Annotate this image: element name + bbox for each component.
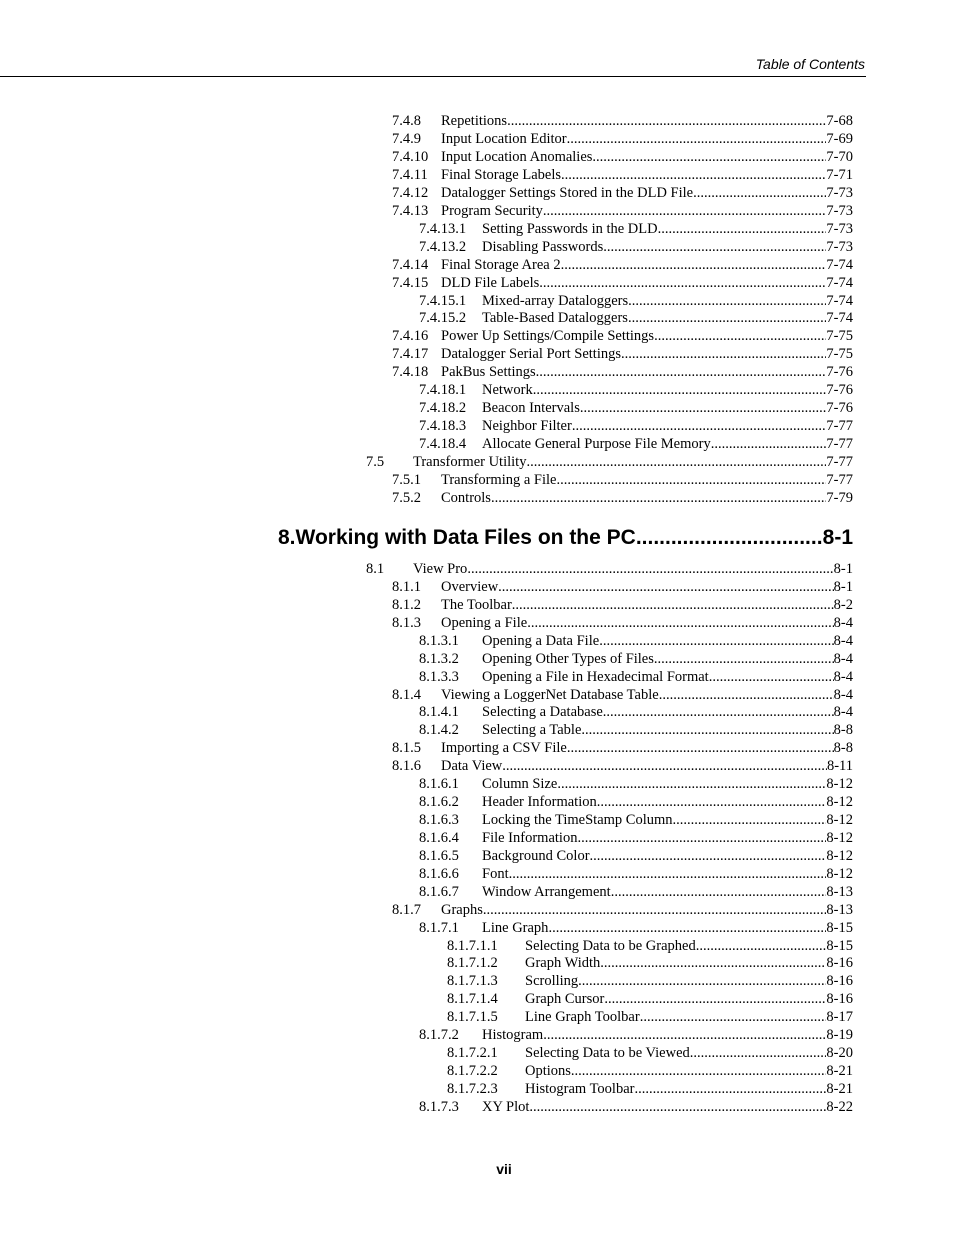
dot-leader bbox=[557, 775, 826, 793]
toc-entry-number: 7.4.13.2 bbox=[419, 238, 467, 255]
dot-leader bbox=[502, 757, 827, 775]
toc-entry-title: XY Plot bbox=[482, 1098, 530, 1115]
toc-entry-page: 8-17 bbox=[826, 1009, 853, 1026]
dot-leader bbox=[592, 148, 826, 166]
toc-entry-title: Graph Cursor bbox=[525, 991, 605, 1008]
toc-entry[interactable] bbox=[419, 238, 853, 256]
toc-entry[interactable] bbox=[392, 112, 853, 130]
chapter-title: Working with Data Files on the PC bbox=[295, 526, 636, 549]
toc-entry-page: 8-21 bbox=[826, 1063, 853, 1080]
toc-entry-number: 7.4.17 bbox=[392, 346, 429, 363]
dot-leader bbox=[658, 220, 827, 238]
toc-entry-title: Scrolling bbox=[525, 973, 579, 990]
dot-leader bbox=[578, 972, 826, 990]
toc-entry-page: 7-77 bbox=[826, 418, 853, 435]
toc-entry-number: 8.1.1 bbox=[392, 578, 421, 595]
toc-entry-page: 7-73 bbox=[826, 238, 853, 255]
toc-entry-title: Controls bbox=[441, 489, 491, 506]
toc-entry-number: 8.1.7.3 bbox=[419, 1098, 459, 1115]
dot-leader bbox=[673, 811, 827, 829]
toc-entry-page: 8-4 bbox=[833, 650, 853, 667]
toc-entry[interactable] bbox=[419, 1098, 853, 1116]
toc-entry[interactable] bbox=[366, 453, 853, 471]
toc-entry-number: 8.1.7.1.3 bbox=[447, 973, 498, 990]
toc-entry-title: File Information bbox=[482, 829, 578, 846]
toc-entry[interactable] bbox=[392, 489, 853, 507]
toc-entry-page: 8-16 bbox=[826, 955, 853, 972]
toc-entry[interactable] bbox=[419, 1026, 853, 1044]
toc-entry[interactable] bbox=[419, 721, 853, 739]
toc-entry-page: 8-1 bbox=[833, 578, 853, 595]
toc-entry-number: 7.4.10 bbox=[392, 148, 429, 165]
toc-entry-number: 7.4.13.1 bbox=[419, 220, 467, 237]
toc-entry-number: 8.1.7 bbox=[392, 901, 421, 918]
toc-entry-number: 8.1.6.5 bbox=[419, 847, 459, 864]
dot-leader bbox=[536, 363, 827, 381]
toc-entry-title: Datalogger Serial Port Settings bbox=[441, 346, 622, 363]
toc-entry-page: 8-4 bbox=[833, 686, 853, 703]
toc-entry-page: 8-19 bbox=[826, 1027, 853, 1044]
toc-entry-number: 8.1.7.1.5 bbox=[447, 1009, 498, 1026]
toc-entry-title: The Toolbar bbox=[441, 596, 512, 613]
toc-entry-page: 7-70 bbox=[826, 148, 853, 165]
dot-leader bbox=[512, 596, 834, 614]
toc-entry-title: Transformer Utility bbox=[413, 454, 527, 471]
dot-leader bbox=[529, 1098, 826, 1116]
toc-entry[interactable] bbox=[392, 148, 853, 166]
toc-entry[interactable] bbox=[392, 363, 853, 381]
toc-entry-title: Overview bbox=[441, 578, 499, 595]
dot-leader bbox=[567, 739, 834, 757]
toc-entry[interactable] bbox=[419, 775, 853, 793]
dot-leader bbox=[634, 1080, 826, 1098]
toc-entry-number: 8.1.3 bbox=[392, 614, 421, 631]
toc-entry-page: 7-75 bbox=[826, 346, 853, 363]
toc-entry-page: 8-16 bbox=[826, 973, 853, 990]
toc-entry-number: 7.4.13 bbox=[392, 202, 429, 219]
toc-entry-title: Final Storage Area 2 bbox=[441, 256, 561, 273]
toc-entry-number: 8.1.4.2 bbox=[419, 722, 459, 739]
toc-entry-number: 7.4.15.2 bbox=[419, 310, 467, 327]
toc-entry-page: 8-21 bbox=[826, 1080, 853, 1097]
toc-entry-title: Allocate General Purpose File Memory bbox=[482, 436, 711, 453]
dot-leader bbox=[543, 202, 827, 220]
toc-entry[interactable] bbox=[419, 919, 853, 937]
toc-entry[interactable] bbox=[392, 901, 853, 919]
toc-entry[interactable] bbox=[419, 292, 853, 310]
toc-entry-title: Selecting a Table bbox=[482, 722, 582, 739]
toc-entry-title: Graphs bbox=[441, 901, 483, 918]
toc-entry-title: Program Security bbox=[441, 202, 543, 219]
toc-entry-number: 8.1.4 bbox=[392, 686, 421, 703]
toc-entry-title: Disabling Passwords bbox=[482, 238, 604, 255]
dot-leader bbox=[600, 954, 826, 972]
dot-leader bbox=[611, 883, 827, 901]
toc-entry-title: View Pro bbox=[413, 561, 468, 577]
toc-entry-title: Selecting Data to be Graphed bbox=[525, 937, 696, 954]
dot-leader bbox=[539, 274, 826, 292]
toc-entry-number: 7.4.14 bbox=[392, 256, 429, 273]
toc-entry-page: 7-73 bbox=[826, 202, 853, 219]
toc-entry-page: 7-74 bbox=[826, 256, 853, 273]
toc-entry[interactable] bbox=[419, 632, 853, 650]
toc-entry-page: 7-75 bbox=[826, 328, 853, 345]
toc-entry-page: 8-12 bbox=[826, 812, 853, 829]
toc-entry[interactable] bbox=[447, 1044, 853, 1062]
dot-leader bbox=[693, 184, 826, 202]
toc-entry-page: 7-76 bbox=[826, 382, 853, 399]
dot-leader bbox=[709, 668, 834, 686]
toc-entry[interactable] bbox=[392, 578, 853, 596]
toc-entry-page: 8-12 bbox=[826, 776, 853, 793]
toc-entry-page: 7-73 bbox=[826, 184, 853, 201]
toc-entry[interactable] bbox=[419, 865, 853, 883]
toc-entry-number: 8.1.2 bbox=[392, 596, 421, 613]
page-number: vii bbox=[496, 1161, 512, 1177]
toc-entry-number: 7.4.15.1 bbox=[419, 292, 467, 309]
toc-entry[interactable] bbox=[392, 614, 853, 632]
toc-entry[interactable] bbox=[392, 202, 853, 220]
toc-entry[interactable] bbox=[447, 972, 853, 990]
toc-entry-number: 8.1.6.1 bbox=[419, 776, 459, 793]
chapter-page: 8-1 bbox=[822, 526, 853, 549]
dot-leader bbox=[628, 309, 826, 327]
toc-entry[interactable] bbox=[447, 954, 853, 972]
toc-entry[interactable] bbox=[419, 811, 853, 829]
toc-entry-title: Viewing a LoggerNet Database Table bbox=[441, 686, 659, 703]
dot-leader bbox=[526, 453, 826, 471]
dot-leader bbox=[567, 130, 827, 148]
toc-entry-page: 7-77 bbox=[826, 472, 853, 488]
toc-entry-number: 8.1.6.7 bbox=[419, 883, 459, 900]
toc-entry-title: Importing a CSV File bbox=[441, 740, 567, 757]
toc-entry-title: Opening a File in Hexadecimal Format bbox=[482, 668, 709, 685]
toc-entry-page: 7-68 bbox=[826, 113, 853, 129]
toc-entry[interactable] bbox=[392, 686, 853, 704]
toc-entry-number: 7.4.18 bbox=[392, 364, 429, 381]
toc-entry-page: 7-74 bbox=[826, 274, 853, 291]
toc-entry-page: 7-77 bbox=[826, 436, 853, 453]
dot-leader bbox=[621, 345, 826, 363]
chapter-heading[interactable] bbox=[278, 524, 853, 552]
toc-entry-number: 8.1.3.3 bbox=[419, 668, 459, 685]
toc-entry-title: Input Location Anomalies bbox=[441, 148, 593, 165]
toc-entry-number: 8.1 bbox=[366, 561, 385, 577]
toc-entry-title: Datalogger Settings Stored in the DLD File bbox=[441, 184, 694, 201]
toc-entry[interactable] bbox=[419, 399, 853, 417]
toc-entry[interactable] bbox=[392, 166, 853, 184]
toc-entry-title: Opening a File bbox=[441, 614, 528, 631]
toc-entry[interactable] bbox=[419, 668, 853, 686]
dot-leader bbox=[690, 1044, 827, 1062]
toc-entry-title: Neighbor Filter bbox=[482, 418, 572, 435]
toc-entry-page: 8-16 bbox=[826, 991, 853, 1008]
toc-entry-number: 7.4.8 bbox=[392, 113, 421, 129]
toc-entry-number: 8.1.3.2 bbox=[419, 650, 459, 667]
toc-entry[interactable] bbox=[392, 327, 853, 345]
dot-leader bbox=[590, 847, 827, 865]
toc-entry-title: Header Information bbox=[482, 794, 597, 811]
toc-entry-number: 8.1.6.2 bbox=[419, 794, 459, 811]
toc-entry-page: 8-8 bbox=[833, 722, 853, 739]
toc-entry-page: 8-4 bbox=[833, 668, 853, 685]
toc-entry[interactable] bbox=[392, 757, 853, 775]
toc-entry-number: 7.4.18.3 bbox=[419, 418, 467, 435]
toc-entry-number: 8.1.7.1 bbox=[419, 919, 459, 936]
dot-leader bbox=[483, 901, 827, 919]
toc-entry-title: Graph Width bbox=[525, 955, 601, 972]
toc-entry-page: 7-76 bbox=[826, 400, 853, 417]
dot-leader bbox=[533, 381, 827, 399]
toc-entry-page: 8-12 bbox=[826, 794, 853, 811]
toc-entry-page: 8-20 bbox=[826, 1045, 853, 1062]
toc-entry[interactable] bbox=[392, 345, 853, 363]
dot-leader bbox=[597, 793, 827, 811]
running-header bbox=[0, 55, 866, 77]
toc-entry-title: Histogram Toolbar bbox=[525, 1080, 635, 1097]
toc-entry-title: Opening a Data File bbox=[482, 632, 600, 649]
toc-entry-page: 8-12 bbox=[826, 829, 853, 846]
toc-entry-number: 8.1.7.2 bbox=[419, 1027, 459, 1044]
dot-leader bbox=[628, 292, 826, 310]
toc-entry-number: 7.4.18.2 bbox=[419, 400, 467, 417]
toc-entry-page: 7-69 bbox=[826, 130, 853, 147]
toc-entry[interactable] bbox=[419, 220, 853, 238]
dot-leader bbox=[491, 489, 826, 507]
toc-entry-title: Window Arrangement bbox=[482, 883, 611, 900]
toc-entry-page: 8-8 bbox=[833, 740, 853, 757]
toc-entry-title: PakBus Settings bbox=[441, 364, 536, 381]
toc-entry-number: 7.4.18.4 bbox=[419, 436, 467, 453]
toc-entry-title: Network bbox=[482, 382, 533, 399]
dot-leader bbox=[509, 865, 827, 883]
dot-leader bbox=[604, 990, 826, 1008]
toc-entry-number: 7.4.11 bbox=[392, 166, 428, 183]
toc-entry[interactable] bbox=[419, 703, 853, 721]
toc-entry-page: 8-12 bbox=[826, 847, 853, 864]
dot-leader bbox=[561, 166, 826, 184]
toc-entry-title: Beacon Intervals bbox=[482, 400, 580, 417]
toc-entry-title: Histogram bbox=[482, 1027, 544, 1044]
toc-entry-page: 8-11 bbox=[826, 758, 853, 775]
dot-leader bbox=[581, 721, 833, 739]
toc-entry-number: 8.1.6 bbox=[392, 758, 421, 775]
toc-entry-title: Repetitions bbox=[441, 113, 508, 129]
toc-entry-page: 8-4 bbox=[833, 704, 853, 721]
dot-leader bbox=[659, 686, 834, 704]
toc-entry[interactable] bbox=[366, 560, 853, 578]
toc-entry-number: 8.1.7.2.2 bbox=[447, 1063, 498, 1080]
toc-entry-title: Selecting Data to be Viewed bbox=[525, 1045, 690, 1062]
dot-leader bbox=[640, 1008, 827, 1026]
toc-entry[interactable] bbox=[447, 1008, 853, 1026]
toc-entry-number: 8.1.7.1.2 bbox=[447, 955, 498, 972]
toc-entry[interactable] bbox=[419, 381, 853, 399]
toc-entry[interactable] bbox=[392, 596, 853, 614]
toc-entry-number: 7.5 bbox=[366, 454, 385, 471]
toc-entry-number: 7.5.2 bbox=[392, 489, 421, 506]
dot-leader bbox=[711, 435, 827, 453]
toc-entry-page: 8-15 bbox=[826, 937, 853, 954]
toc-entry-title: Column Size bbox=[482, 776, 558, 793]
toc-entry-page: 8-13 bbox=[826, 883, 853, 900]
toc-entry[interactable] bbox=[447, 990, 853, 1008]
toc-entry-page: 8-22 bbox=[826, 1098, 853, 1115]
toc-entry-title: Transforming a File bbox=[441, 472, 557, 488]
toc-entry[interactable] bbox=[419, 793, 853, 811]
toc-entry-number: 8.1.7.1.4 bbox=[447, 991, 498, 1008]
toc-entry-number: 7.5.1 bbox=[392, 472, 421, 488]
toc-entry[interactable] bbox=[419, 417, 853, 435]
toc-entry-title: Mixed-array Dataloggers bbox=[482, 292, 629, 309]
dot-leader bbox=[696, 937, 827, 955]
toc-entry-page: 7-76 bbox=[826, 364, 853, 381]
toc-entry-page: 8-1 bbox=[833, 561, 853, 577]
toc-entry-page: 8-4 bbox=[833, 614, 853, 631]
toc-entry-title: Power Up Settings/Compile Settings bbox=[441, 328, 655, 345]
toc-entry-number: 8.1.7.2.3 bbox=[447, 1080, 498, 1097]
dot-leader bbox=[571, 1062, 826, 1080]
dot-leader bbox=[654, 327, 826, 345]
dot-leader bbox=[572, 417, 827, 435]
dot-leader bbox=[603, 703, 834, 721]
toc-entry-number: 7.4.12 bbox=[392, 184, 429, 201]
toc-entry[interactable] bbox=[419, 650, 853, 668]
toc-entry-number: 8.1.4.1 bbox=[419, 704, 459, 721]
dot-leader bbox=[599, 632, 833, 650]
toc-entry-page: 7-71 bbox=[826, 166, 853, 183]
toc-entry[interactable] bbox=[419, 847, 853, 865]
toc-entry-title: DLD File Labels bbox=[441, 274, 540, 291]
dot-leader bbox=[527, 614, 833, 632]
toc-entry-number: 8.1.7.2.1 bbox=[447, 1045, 498, 1062]
toc-entry-number: 8.1.6.4 bbox=[419, 829, 459, 846]
toc-entry-page: 8-15 bbox=[826, 919, 853, 936]
dot-leader bbox=[654, 650, 834, 668]
toc-entry-page: 7-73 bbox=[826, 220, 853, 237]
toc-entry-title: Background Color bbox=[482, 847, 590, 864]
toc-entry-title: Final Storage Labels bbox=[441, 166, 562, 183]
toc-entry-number: 7.4.9 bbox=[392, 130, 421, 147]
toc-entry-title: Input Location Editor bbox=[441, 130, 567, 147]
toc-entry-page: 7-74 bbox=[826, 292, 853, 309]
toc-entry-page: 8-12 bbox=[826, 865, 853, 882]
running-header-title: Table of Contents bbox=[755, 56, 865, 72]
toc-entry[interactable] bbox=[392, 739, 853, 757]
toc-entry-number: 8.1.6.6 bbox=[419, 865, 459, 882]
toc-entry-page: 8-2 bbox=[833, 596, 853, 613]
dot-leader bbox=[556, 471, 826, 489]
toc-entry[interactable] bbox=[392, 130, 853, 148]
toc-entry[interactable] bbox=[419, 435, 853, 453]
toc-entry[interactable] bbox=[392, 256, 853, 274]
toc-entry[interactable] bbox=[392, 471, 853, 489]
toc-entry[interactable] bbox=[392, 184, 853, 202]
toc-entry-number: 7.4.15 bbox=[392, 274, 429, 291]
dot-leader bbox=[577, 829, 826, 847]
dot-leader bbox=[548, 919, 826, 937]
toc-entry[interactable] bbox=[392, 274, 853, 292]
dot-leader bbox=[507, 112, 826, 130]
toc-entry-title: Font bbox=[482, 865, 509, 882]
toc-entry[interactable] bbox=[447, 937, 853, 955]
toc-entry-title: Table-Based Dataloggers bbox=[482, 310, 628, 327]
toc-entry[interactable] bbox=[447, 1062, 853, 1080]
dot-leader bbox=[603, 238, 826, 256]
toc-entry[interactable] bbox=[419, 829, 853, 847]
toc-entry-number: 8.1.6.3 bbox=[419, 812, 459, 829]
toc-entry-title: Locking the TimeStamp Column bbox=[482, 812, 673, 829]
toc-entry-title: Data View bbox=[441, 758, 503, 775]
toc-entry-page: 7-74 bbox=[826, 310, 853, 327]
toc-entry-title: Line Graph bbox=[482, 919, 549, 936]
toc-entry[interactable] bbox=[419, 309, 853, 327]
toc-entry-number: 8.1.3.1 bbox=[419, 632, 459, 649]
toc-entry-number: 7.4.16 bbox=[392, 328, 429, 345]
toc-entry-number: 7.4.18.1 bbox=[419, 382, 467, 399]
dot-leader bbox=[561, 256, 827, 274]
dot-leader bbox=[580, 399, 827, 417]
toc-entry-number: 8.1.5 bbox=[392, 740, 421, 757]
toc-entry-title: Selecting a Database bbox=[482, 704, 603, 721]
dot-leader bbox=[498, 578, 833, 596]
toc-entry-title: Line Graph Toolbar bbox=[525, 1009, 640, 1026]
toc-entry-title: Setting Passwords in the DLD bbox=[482, 220, 658, 237]
toc-entry-page: 7-77 bbox=[826, 454, 853, 471]
dot-leader bbox=[543, 1026, 826, 1044]
dot-leader bbox=[467, 560, 833, 578]
toc-entry-title: Options bbox=[525, 1063, 571, 1080]
toc-entry-title: Opening Other Types of Files bbox=[482, 650, 654, 667]
toc-entry-page: 8-4 bbox=[833, 632, 853, 649]
chapter-number: 8. bbox=[278, 526, 296, 549]
dot-leader bbox=[636, 524, 823, 552]
toc-entry-number: 8.1.7.1.1 bbox=[447, 937, 498, 954]
toc-entry-page: 7-79 bbox=[826, 489, 853, 506]
toc-entry-page: 8-13 bbox=[826, 901, 853, 918]
toc-entry[interactable] bbox=[419, 883, 853, 901]
toc-entry[interactable] bbox=[447, 1080, 853, 1098]
